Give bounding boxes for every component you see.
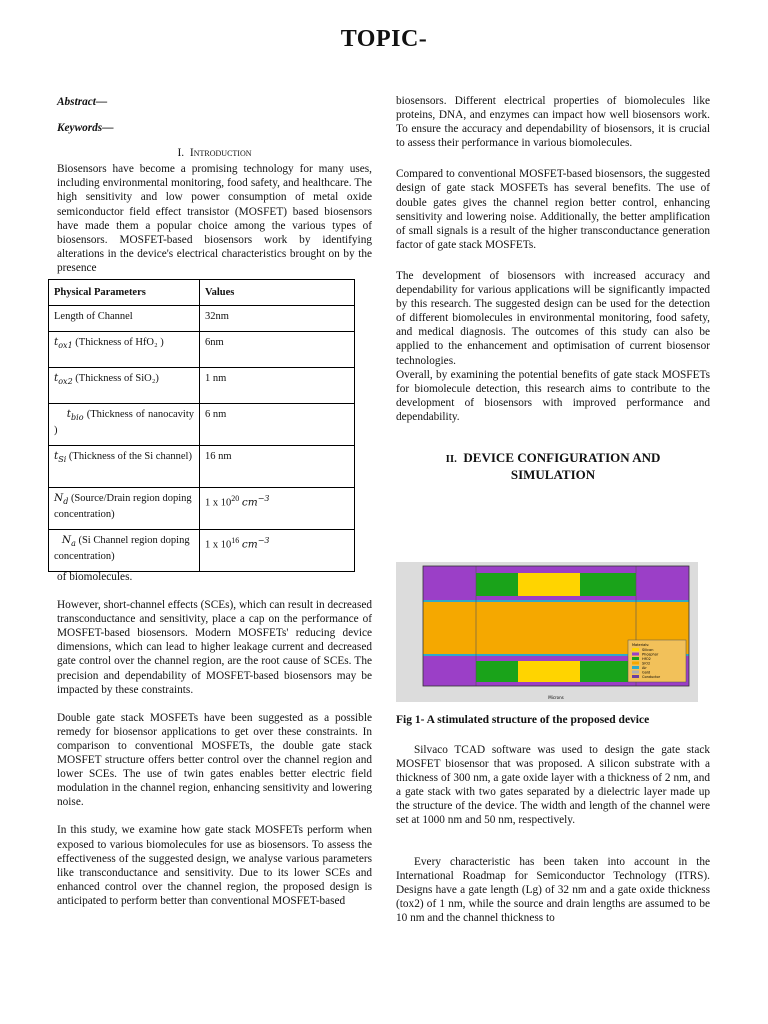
param-cell: $t_{ox2}$ (Thickness of SiO₂) [49,368,200,404]
intro-paragraph-6: Compared to conventional MOSFET-based biosensors, the suggested design of gate stack MOSFETs has several benefits. The use of double gates gives the channel region better control, enhancing sensitivity and lowering noise. Additionally, the better amplification of small signals is a result of the higher transconductance generation factor of gate stack MOSFETs. [396,168,710,251]
intro-paragraph-1-cont: of biomolecules. [57,571,133,583]
table-row [49,446,355,488]
intro-paragraph-4: In this study, we examine how gate stack MOSFETs perform when exposed to various biomolecules for use as biosensors. To assess the effectiveness of the suggested design, we analyse various parameters like transconductance and sensitivity. Due to its lower SCEs and enhanced control over the channel region, the proposed design is anticipated to perform better than conventional MOSFET-based [57,824,372,907]
intro-paragraph-8: Overall, by examining the potential benefits of gate stack MOSFETs for biomolecule detection, this research aims to contribute to the development of biosensors with improved performance and dependability. [396,368,710,423]
page-title: TOPIC- [340,26,428,52]
bottom-left-gate [476,661,518,682]
param-cell: Length of Channel [49,306,200,332]
value-cell: 6 nm [200,404,355,446]
param-cell: $t_{ox1}$ (Thickness of HfO₂ ) [49,332,200,368]
legend-entry: HfO2 [642,657,651,661]
table-row [49,332,355,368]
bottom-nanocavity [518,661,580,682]
intro-paragraph-1: Biosensors have become a promising technology for many uses, including environmental monitoring, food safety, and healthcare. The high sensitivity and low power consumption of metal oxide semiconductor field effect transistor (MOSFET) based biosensors have made them a popular choice among the various types of biosensors. MOSFET-based biosensors work by identifying alterations in the device's electrical characteristics brought on by the presence [57,163,372,274]
section-2-paragraph-2: Every characteristic has been taken into account in the International Roadmap for Semiconductor Technology (ITRS). Designs have a gate length (Lg) of 32 nm and a gate oxide thickness (tox2) of 1 nm, while the source and drain lengths are assumed to be 10 nm and the channel thickness to [396,855,710,924]
device-structure-plot [396,562,698,702]
legend-entry: Conductor [642,675,661,679]
right-column-lower [396,743,710,925]
legend-entry: Phosphor [642,652,659,657]
section-2-heading: II. DEVICE CONFIGURATION AND SIMULATION [445,449,661,482]
legend-entry: SiO2 [642,661,651,666]
figure-caption: Fig 1- A stimulated structure of the proposed device [396,714,650,726]
value-cell: 6nm [200,332,355,368]
param-cell: $t_{bio}$ (Thickness of nanocavity ) [49,404,200,446]
physical-parameters-table [48,279,355,572]
value-cell: 32nm [200,306,355,332]
left-column [57,95,372,275]
legend-entry: Air [642,666,647,670]
table-row [49,530,355,572]
table-header-row [49,280,355,306]
table-header: Physical Parameters [49,280,200,306]
device-structure-figure [396,562,698,702]
bottom-left-contact [423,656,476,686]
legend-entry: Materials: [632,643,650,647]
intro-paragraph-3: Double gate stack MOSFETs have been suggested as a possible remedy for biosensor applications to get over these constraints. In comparison to conventional MOSFETs, the double gate stack MOSFET structure offers better control over the channel region and lower SCEs. The use of twin gates enables better electric field modulation in the channel region, enhancing sensitivity and lowering noise. [57,711,372,809]
table-row [49,306,355,332]
x-axis-label: Microns [548,695,564,700]
intro-paragraph-7: The development of biosensors with increased accuracy and dependability for various applications will be significantly impacted by this research. The suggested design can be used for the detection of different biomolecules in environmental monitoring, food safety, and medical diagnosis. The outcomes of this study can also be applied to the enhancement and optimisation of current biosensor technologies. [396,269,710,367]
value-cell: 1 x $10^{20}$ $cm^{-3}$ [200,488,355,530]
abstract-label: Abstract— [57,96,108,108]
legend-entry: Gold [642,670,651,675]
top-right-gate [580,573,636,596]
top-right-contact [636,566,689,602]
table-row [49,404,355,446]
param-cell: $t_{Si}$ (Thickness of the Si channel) [49,446,200,488]
top-left-gate [476,573,518,596]
intro-paragraph-2: However, short-channel effects (SCEs), which can result in decreased transconductance and sensitivity, place a cap on the performance of MOSFET-based biosensors. Modern MOSFETs' reducing device dimensions, which can lead to higher leakage current and decreased gate control over the channel region, are the root cause of SCEs. The precision and dependability of MOSFET-based biosensors may be impacted by these constraints. [57,599,372,696]
left-column-lower [57,570,372,908]
top-nanocavity [518,573,580,596]
section-2-paragraph-1: Silvaco TCAD software was used to design the gate stack MOSFET biosensor that was proposed. A silicon substrate with a thickness of 300 nm, a gate oxide layer with a thickness of 2 nm, and a gate stack with two gates separated by a dielectric layer made up the structure of the device. The width and length of the channel were set at 1000 nm and 50 nm, respectively. [396,744,710,827]
value-cell: 1 nm [200,368,355,404]
right-column [396,94,710,483]
table-row [49,488,355,530]
value-cell: 1 x $10^{16}$ $cm^{-3}$ [200,530,355,572]
bottom-right-gate [580,661,636,682]
table-row [49,368,355,404]
keywords-label: Keywords— [57,122,114,135]
intro-heading: I. Introduction [177,147,252,160]
intro-paragraph-5: biosensors. Different electrical properties of biomolecules like proteins, DNA, and enzymes can impact how well biosensors work. To ensure the accuracy and dependability of biosensors, it is crucial to assess their performance in various biomolecules. [396,95,710,150]
table-header: Values [200,280,355,306]
legend-entry: Silicon [642,648,654,652]
top-left-contact [423,566,476,602]
param-cell: $N_a$ (Si Channel region doping concentration) [49,530,200,572]
value-cell: 16 nm [200,446,355,488]
param-cell: $N_d$ (Source/Drain region doping concentration) [49,488,200,530]
